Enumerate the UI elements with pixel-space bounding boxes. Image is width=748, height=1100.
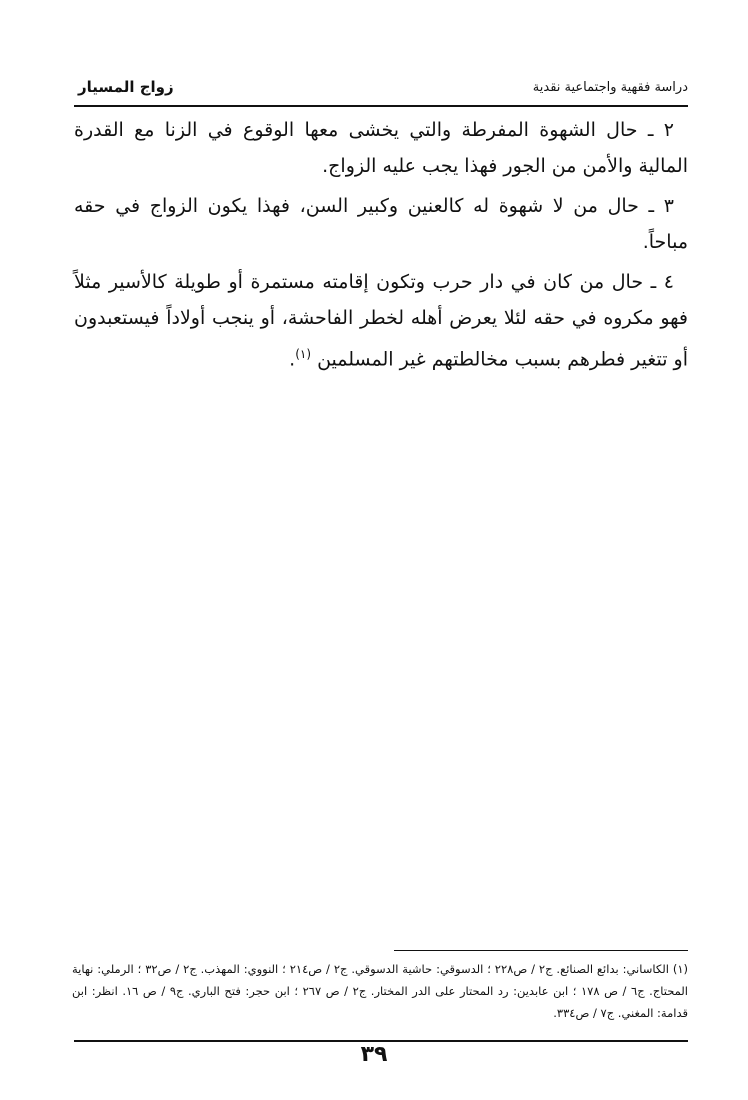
header-divider	[74, 105, 688, 107]
paragraph-2	[74, 112, 688, 184]
book-title: دراسة فقهية واجتماعية نقدية	[532, 80, 688, 95]
main-text	[74, 112, 688, 381]
chapter-title: زواج المسيار	[78, 78, 174, 96]
paragraph-3	[74, 188, 688, 260]
paragraph-3-text: ٣ ـ حال من لا شهوة له كالعنين وكبير السن، فهذا يكون الزواج في حقه مباحاً.	[74, 195, 688, 253]
end-punctuation: .	[289, 348, 296, 371]
paragraph-4	[74, 264, 688, 377]
paragraph-4-text: ٤ ـ حال من كان في دار حرب وتكون إقامته مستمرة أو طويلة كالأسير مثلاً فهو مكروه في حقه لئلا يعرض أهله لخطر الفاحشة، أو ينجب أولاداً فيستعبدون أو تتغير فطرهم بسبب مخالطتهم غير المسلمين	[74, 271, 688, 371]
footnotes	[72, 958, 688, 1024]
paragraph-2-text: ٢ ـ حال الشهوة المفرطة والتي يخشى معها الوقوع في الزنا مع القدرة المالية والأمن من الجور فهذا يجب عليه الزواج.	[74, 119, 688, 177]
footnote-divider	[394, 950, 688, 951]
footnote-1: (١) الكاساني: بدائع الصنائع. ج٢ / ص٢٢٨ ؛ الدسوقي: حاشية الدسوقي. ج٢ / ص٢١٤ ؛ النووي: المهذب. ج٢ / ص٣٢ ؛ الرملي: نهاية المحتاج. ج٦ / ص ١٧٨ ؛ ابن عابدين: رد المحتار على الدر المختار. ج٢ / ص ٢٦٧ ؛ ابن حجر: فتح الباري. ج٩ / ص ١٦. انظر: ابن قدامة: المغني. ج٧ / ص٣٣٤.	[72, 962, 689, 1020]
page-number: ٣٩	[360, 1042, 388, 1067]
footnote-marker: (١)	[295, 347, 312, 361]
running-header	[74, 76, 688, 102]
